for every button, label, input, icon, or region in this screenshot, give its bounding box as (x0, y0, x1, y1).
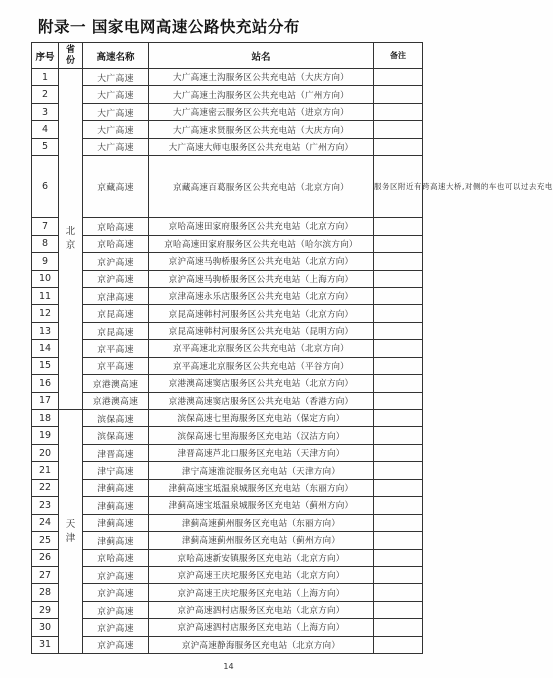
row-station: 大广高速土沟服务区公共充电站（广州方向） (149, 86, 374, 103)
row-note (374, 566, 423, 583)
row-note (374, 69, 423, 86)
row-note (374, 410, 423, 427)
row-note (374, 584, 423, 601)
row-highway: 京沪高速 (83, 566, 149, 583)
row-seq: 11 (32, 287, 59, 304)
row-seq: 1 (32, 69, 59, 86)
row-station: 京昆高速韩村河服务区公共充电站（北京方向） (149, 305, 374, 322)
row-note (374, 340, 423, 357)
row-seq: 9 (32, 253, 59, 270)
row-highway: 津蓟高速 (83, 497, 149, 514)
row-note (374, 532, 423, 549)
row-highway: 津宁高速 (83, 462, 149, 479)
row-note (374, 636, 423, 653)
table-row (32, 86, 423, 103)
row-seq: 29 (32, 601, 59, 618)
table-header-row (32, 43, 423, 69)
row-note (374, 462, 423, 479)
row-station: 京港澳高速窦店服务区公共充电站（北京方向） (149, 375, 374, 392)
table-row (32, 322, 423, 339)
table-row (32, 253, 423, 270)
table-row (32, 497, 423, 514)
row-highway: 京平高速 (83, 340, 149, 357)
row-seq: 22 (32, 479, 59, 496)
table-row (32, 235, 423, 252)
row-highway: 京沪高速 (83, 584, 149, 601)
row-station: 京平高速北京服务区公共充电站（北京方向） (149, 340, 374, 357)
province-tianjin-line1: 天 (65, 518, 76, 530)
row-seq: 13 (32, 322, 59, 339)
row-note (374, 305, 423, 322)
row-highway: 大广高速 (83, 121, 149, 138)
row-highway: 京哈高速 (83, 549, 149, 566)
row-station: 京沪高速马驹桥服务区公共充电站（上海方向） (149, 270, 374, 287)
row-station: 津蓟高速蓟州服务区充电站（东丽方向） (149, 514, 374, 531)
table-row (32, 532, 423, 549)
row-station: 京昆高速韩村河服务区公共充电站（昆明方向） (149, 322, 374, 339)
row-note (374, 235, 423, 252)
header-province (59, 43, 83, 69)
row-highway: 京昆高速 (83, 322, 149, 339)
row-note (374, 138, 423, 155)
table-row (32, 156, 423, 218)
row-seq: 31 (32, 636, 59, 653)
row-station: 滨保高速七里海服务区充电站（汉沽方向） (149, 427, 374, 444)
row-note (374, 514, 423, 531)
row-seq: 28 (32, 584, 59, 601)
province-beijing-line2: 京 (65, 240, 76, 251)
row-seq: 23 (32, 497, 59, 514)
row-station: 京沪高速王庆坨服务区充电站（上海方向） (149, 584, 374, 601)
table-row (32, 218, 423, 235)
row-seq: 7 (32, 218, 59, 235)
page-title: 附录一 国家电网高速公路快充站分布 (38, 18, 300, 36)
table-row (32, 121, 423, 138)
row-station: 京沪高速王庆坨服务区充电站（北京方向） (149, 566, 374, 583)
row-note (374, 375, 423, 392)
row-seq: 24 (32, 514, 59, 531)
table-row (32, 375, 423, 392)
table-row (32, 103, 423, 120)
table-row (32, 549, 423, 566)
row-highway: 滨保高速 (83, 410, 149, 427)
row-station: 京港澳高速窦店服务区公共充电站（香港方向） (149, 392, 374, 409)
row-highway: 京沪高速 (83, 601, 149, 618)
header-province-line2: 份 (65, 55, 75, 66)
row-note (374, 601, 423, 618)
row-note (374, 270, 423, 287)
row-station: 大广高速求贤服务区公共充电站（大庆方向） (149, 121, 374, 138)
row-note (374, 427, 423, 444)
table-row (32, 69, 423, 86)
row-station: 京沪高速泗村店服务区充电站（北京方向） (149, 601, 374, 618)
row-highway: 津蓟高速 (83, 479, 149, 496)
row-seq: 17 (32, 392, 59, 409)
row-note (374, 497, 423, 514)
row-note (374, 619, 423, 636)
row-station: 京哈高速新安镇服务区充电站（北京方向） (149, 549, 374, 566)
row-note (374, 218, 423, 235)
table-row (32, 444, 423, 461)
row-seq: 4 (32, 121, 59, 138)
row-station: 京哈高速田家府服务区公共充电站（哈尔滨方向） (149, 235, 374, 252)
table-row (32, 357, 423, 374)
table-row (32, 340, 423, 357)
row-station: 津蓟高速蓟州服务区充电站（蓟州方向） (149, 532, 374, 549)
row-highway: 京平高速 (83, 357, 149, 374)
row-highway: 滨保高速 (83, 427, 149, 444)
row-station: 京哈高速田家府服务区公共充电站（北京方向） (149, 218, 374, 235)
row-station: 京沪高速泗村店服务区充电站（上海方向） (149, 619, 374, 636)
table-row (32, 566, 423, 583)
table-row (32, 427, 423, 444)
table-row (32, 287, 423, 304)
table-row (32, 410, 423, 427)
province-tianjin (59, 410, 83, 654)
row-station: 大广高速土沟服务区公共充电站（大庆方向） (149, 69, 374, 86)
row-note (374, 322, 423, 339)
row-seq: 6 (32, 156, 59, 218)
row-highway: 大广高速 (83, 69, 149, 86)
page-number: 14 (223, 662, 234, 671)
row-highway: 大广高速 (83, 103, 149, 120)
row-seq: 20 (32, 444, 59, 461)
row-highway: 京藏高速 (83, 156, 149, 218)
header-province-line1: 省 (65, 44, 75, 55)
row-seq: 27 (32, 566, 59, 583)
row-highway: 大广高速 (83, 86, 149, 103)
province-beijing (59, 69, 83, 410)
table-row (32, 138, 423, 155)
table-row (32, 619, 423, 636)
row-seq: 10 (32, 270, 59, 287)
row-seq: 25 (32, 532, 59, 549)
row-highway: 津晋高速 (83, 444, 149, 461)
row-station: 大广高速密云服务区公共充电站（进京方向） (149, 103, 374, 120)
charging-station-table (31, 42, 553, 654)
row-highway: 京港澳高速 (83, 375, 149, 392)
header-note: 备注 (374, 43, 423, 69)
row-highway: 京沪高速 (83, 253, 149, 270)
row-station: 京藏高速百葛服务区公共充电站（北京方向） (149, 156, 374, 218)
row-note (374, 103, 423, 120)
row-seq: 18 (32, 410, 59, 427)
row-station: 津晋高速芦北口服务区充电站（天津方向） (149, 444, 374, 461)
row-highway: 京昆高速 (83, 305, 149, 322)
row-note (374, 357, 423, 374)
row-station: 津宁高速淮淀服务区充电站（天津方向） (149, 462, 374, 479)
row-highway: 京哈高速 (83, 218, 149, 235)
row-highway: 京沪高速 (83, 619, 149, 636)
row-station: 京平高速北京服务区公共充电站（平谷方向） (149, 357, 374, 374)
row-note (374, 287, 423, 304)
row-seq: 26 (32, 549, 59, 566)
table-row (32, 392, 423, 409)
row-highway: 京沪高速 (83, 636, 149, 653)
row-station: 京沪高速静海服务区充电站（北京方向） (149, 636, 374, 653)
row-seq: 12 (32, 305, 59, 322)
row-note (374, 444, 423, 461)
table-row (32, 601, 423, 618)
row-seq: 30 (32, 619, 59, 636)
table-row (32, 584, 423, 601)
row-seq: 21 (32, 462, 59, 479)
header-seq: 序号 (32, 43, 59, 69)
row-seq: 15 (32, 357, 59, 374)
table-row (32, 514, 423, 531)
header-station: 站名 (149, 43, 374, 69)
row-seq: 3 (32, 103, 59, 120)
row-station: 京津高速永乐店服务区公共充电站（北京方向） (149, 287, 374, 304)
table-row (32, 305, 423, 322)
row-seq: 8 (32, 235, 59, 252)
row-note (374, 549, 423, 566)
row-highway: 京沪高速 (83, 270, 149, 287)
table-row (32, 479, 423, 496)
row-note (374, 121, 423, 138)
row-note: 服务区附近有跨高速大桥,对侧的车也可以过去充电 (374, 156, 423, 218)
row-station: 津蓟高速宝坻温泉城服务区充电站（蓟州方向） (149, 497, 374, 514)
row-highway: 京津高速 (83, 287, 149, 304)
row-note (374, 253, 423, 270)
row-note (374, 392, 423, 409)
row-highway: 津蓟高速 (83, 514, 149, 531)
row-highway: 大广高速 (83, 138, 149, 155)
row-note (374, 479, 423, 496)
row-highway: 京哈高速 (83, 235, 149, 252)
row-seq: 14 (32, 340, 59, 357)
row-station: 京沪高速马驹桥服务区公共充电站（北京方向） (149, 253, 374, 270)
row-note (374, 86, 423, 103)
row-seq: 16 (32, 375, 59, 392)
table-row (32, 462, 423, 479)
row-seq: 19 (32, 427, 59, 444)
row-station: 滨保高速七里海服务区充电站（保定方向） (149, 410, 374, 427)
province-tianjin-line2: 津 (65, 532, 76, 544)
row-seq: 5 (32, 138, 59, 155)
table-row (32, 636, 423, 653)
province-beijing-line1: 北 (65, 226, 76, 237)
row-station: 大广高速大师屯服务区公共充电站（广州方向） (149, 138, 374, 155)
row-seq: 2 (32, 86, 59, 103)
row-station: 津蓟高速宝坻温泉城服务区充电站（东丽方向） (149, 479, 374, 496)
row-highway: 京港澳高速 (83, 392, 149, 409)
header-highway: 高速名称 (83, 43, 149, 69)
row-highway: 津蓟高速 (83, 532, 149, 549)
table-row (32, 270, 423, 287)
